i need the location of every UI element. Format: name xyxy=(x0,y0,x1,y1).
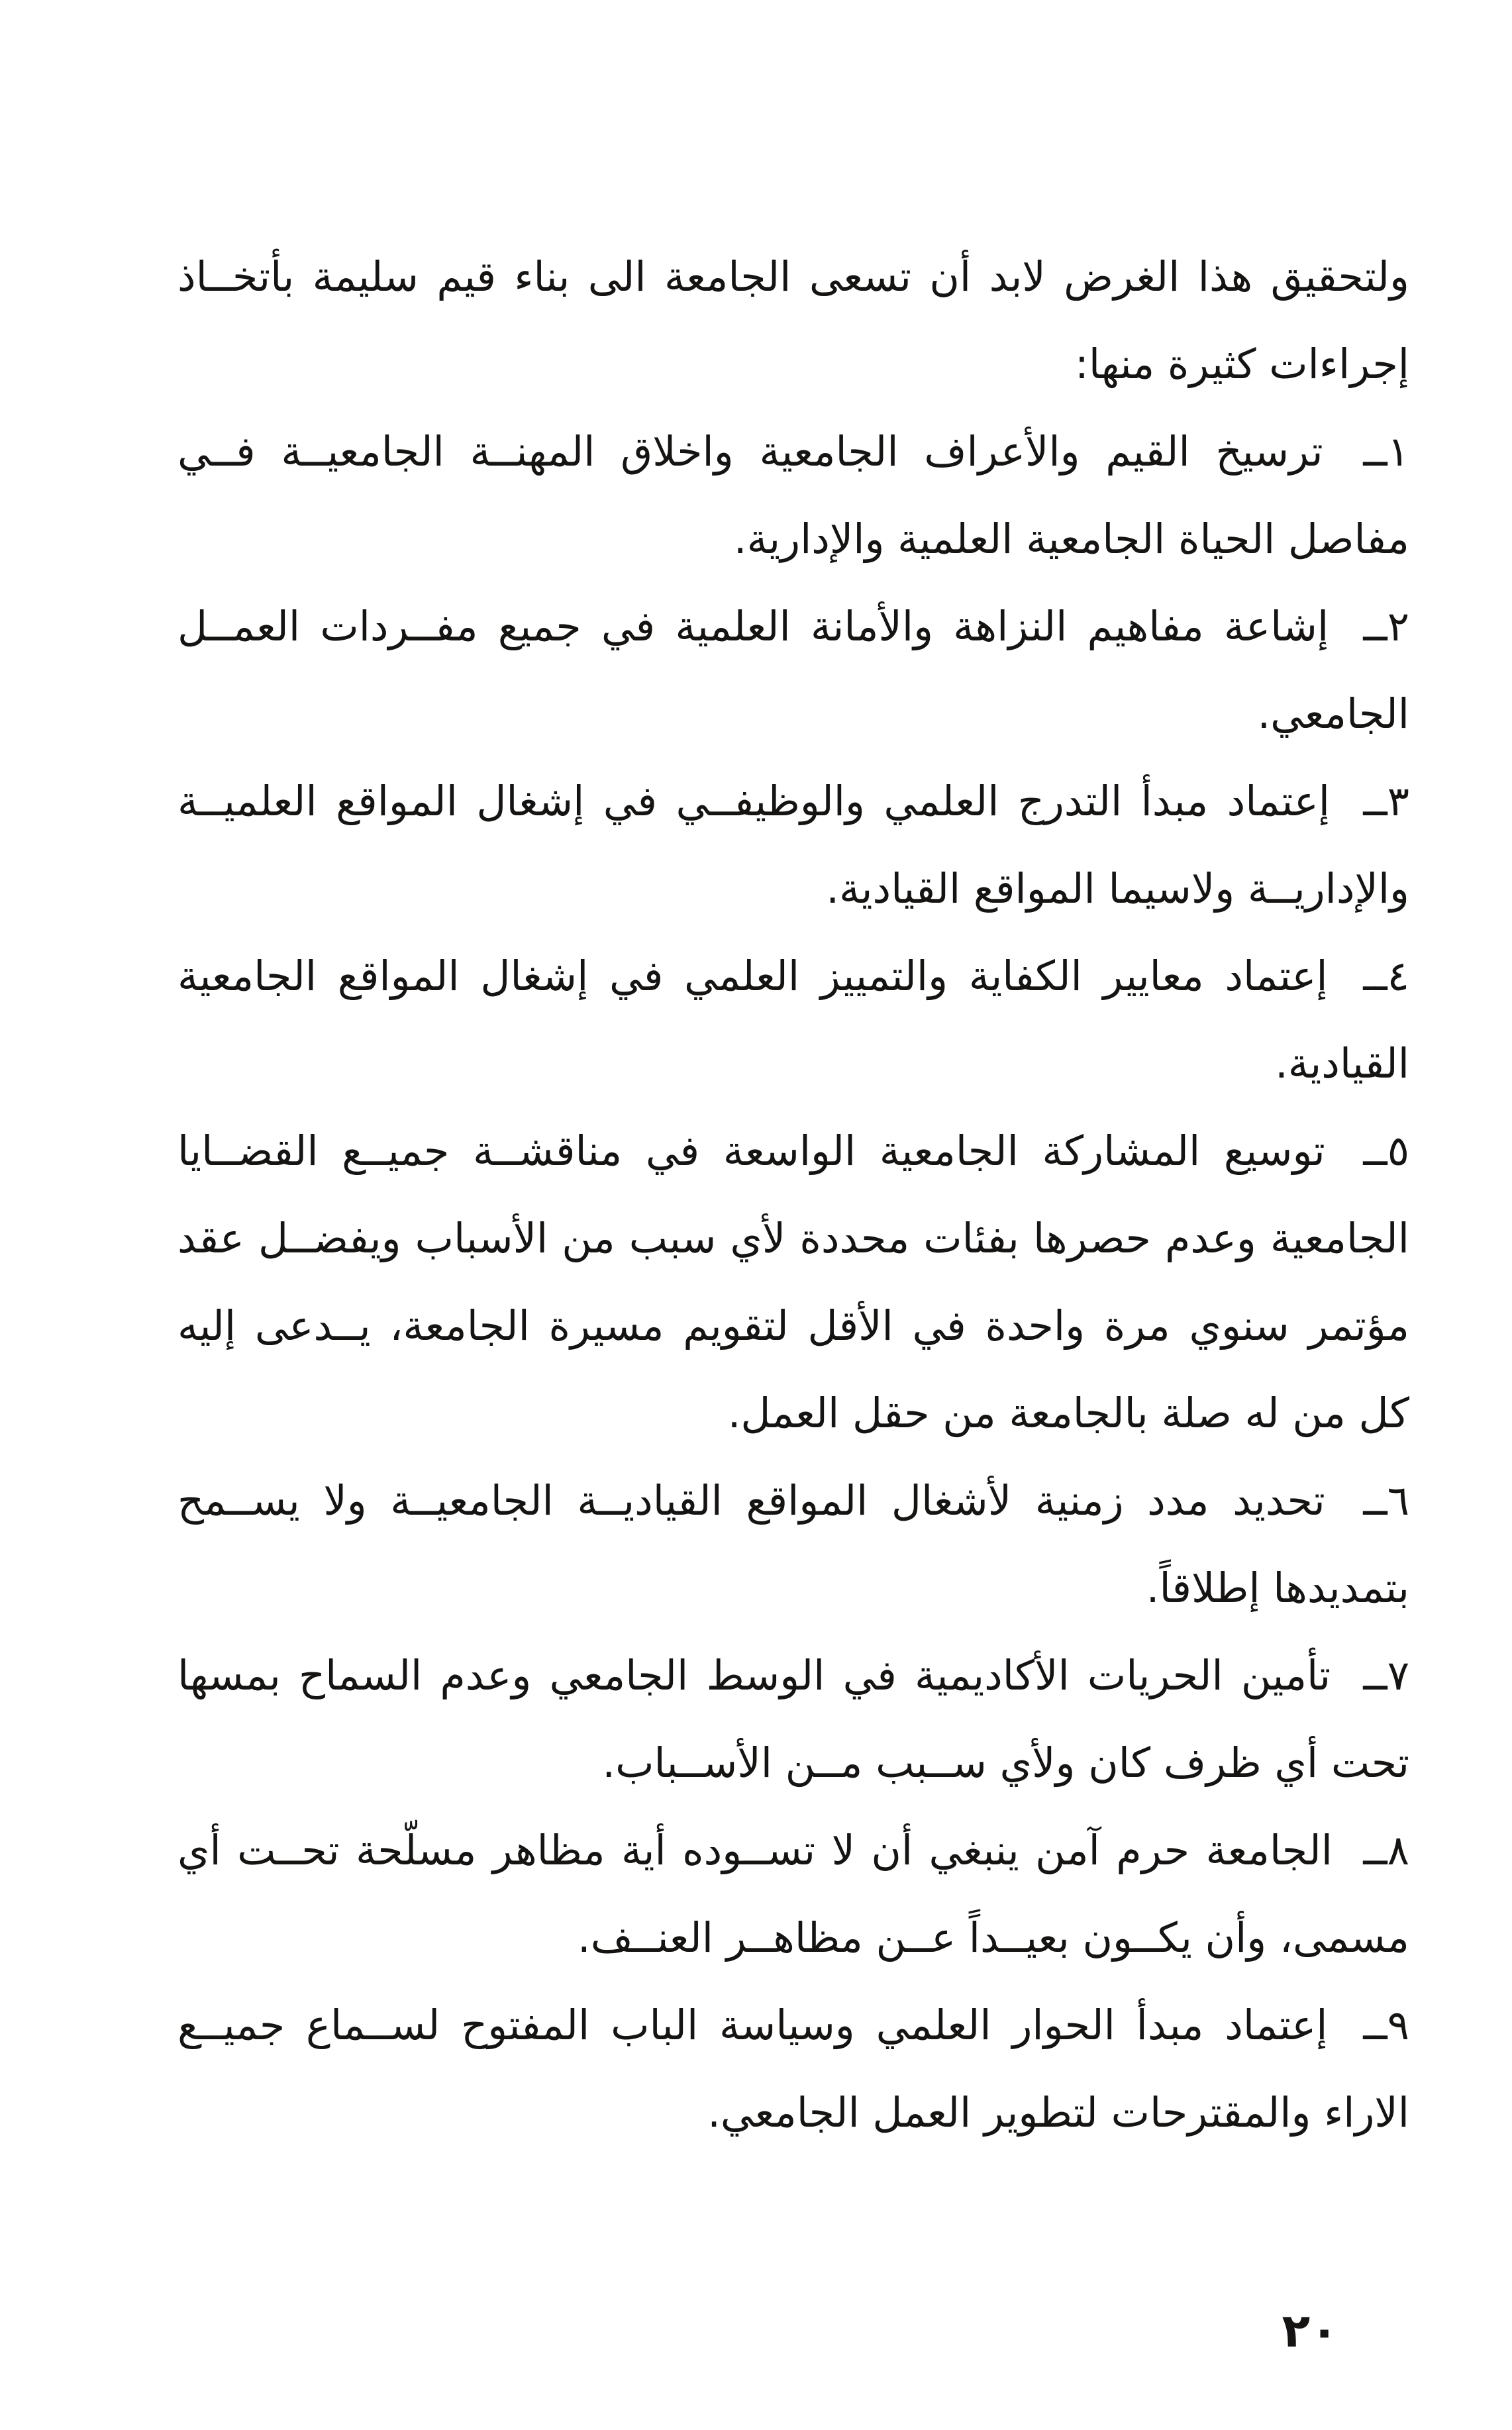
item-number: ٩ــ xyxy=(1363,2001,1409,2049)
page-body xyxy=(177,233,1409,2156)
item-text: إعتماد مبدأ الحوار العلمي وسياسة الباب المفتوح لســماع جميــع الاراء والمقترحات لتطوير العمل الجامعي. xyxy=(177,2001,1409,2137)
list-item-6 xyxy=(177,1457,1409,1632)
item-number: ٨ــ xyxy=(1363,1826,1409,1874)
item-text: تحديد مدد زمنية لأشغال المواقع القياديــة الجامعيــة ولا يســمح بتمديدها إطلاقاً. xyxy=(177,1476,1409,1612)
list-item-8 xyxy=(177,1807,1409,1982)
item-number: ٥ــ xyxy=(1363,1127,1409,1175)
list-item-5 xyxy=(177,1107,1409,1457)
list-item-3 xyxy=(177,758,1409,933)
intro-paragraph: ولتحقيق هذا الغرض لابد أن تسعى الجامعة الى بناء قيم سليمة بأتخــاذ إجراءات كثيرة منها: xyxy=(177,252,1409,388)
item-number: ٦ــ xyxy=(1363,1476,1409,1525)
list-item-9 xyxy=(177,1982,1409,2156)
item-text: إعتماد مبدأ التدرج العلمي والوظيفــي في إشغال المواقع العلميــة والإداريــة ولاسيما المواقع القيادية. xyxy=(177,777,1409,913)
item-number: ٢ــ xyxy=(1363,602,1409,650)
item-number: ١ــ xyxy=(1363,427,1409,476)
item-text: الجامعة حرم آمن ينبغي أن لا تســوده أية مظاهر مسلّحة تحــت أي مسمى، وأن يكــون بعيــداً عــن مظاهــر العنــف. xyxy=(177,1826,1409,1962)
list-item-2 xyxy=(177,583,1409,758)
item-number: ٣ــ xyxy=(1363,777,1409,825)
item-text: إشاعة مفاهيم النزاهة والأمانة العلمية في جميع مفــردات العمــل الجامعي. xyxy=(177,602,1409,738)
list-item-1 xyxy=(177,408,1409,583)
item-number: ٧ــ xyxy=(1363,1651,1409,1699)
list-item-4 xyxy=(177,933,1409,1107)
page-number: ٢٠ xyxy=(1282,2303,1338,2358)
item-text: ترسيخ القيم والأعراف الجامعية واخلاق المهنــة الجامعيــة فــي مفاصل الحياة الجامعية العلمية والإدارية. xyxy=(177,427,1409,563)
list-item-7 xyxy=(177,1632,1409,1807)
item-text: إعتماد معايير الكفاية والتمييز العلمي في إشغال المواقع الجامعية القيادية. xyxy=(177,952,1409,1088)
item-number: ٤ــ xyxy=(1363,952,1409,1000)
item-text: تأمين الحريات الأكاديمية في الوسط الجامعي وعدم السماح بمسها تحت أي ظرف كان ولأي ســبب مــن الأســباب. xyxy=(177,1651,1409,1787)
item-text: توسيع المشاركة الجامعية الواسعة في مناقشــة جميــع القضــايا الجامعية وعدم حصرها بفئات محددة لأي سبب من الأسباب ويفضــل عقد مؤتمر سنوي مرة واحدة في الأقل لتقويم مسيرة الجامعة، يــدعى إليه كل من له صلة بالجامعة من حقل العمل. xyxy=(177,1127,1409,1437)
